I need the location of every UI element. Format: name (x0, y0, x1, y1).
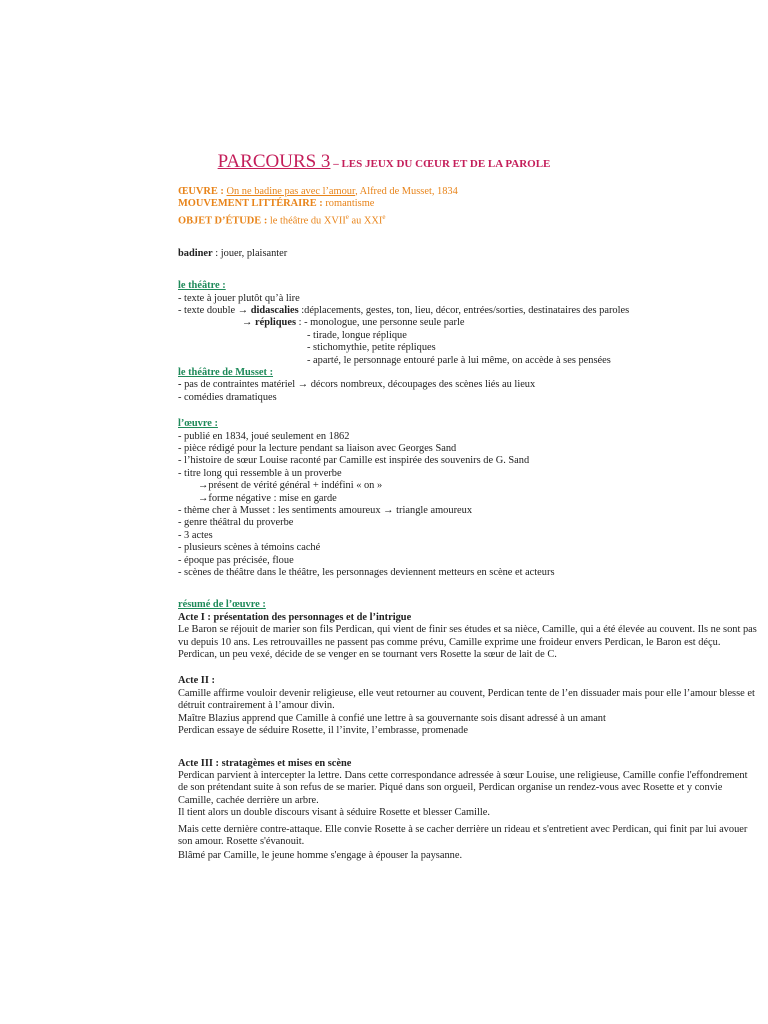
repliques-arrow: → (242, 317, 255, 329)
oeuvre-item: - époque pas précisée, floue (178, 554, 294, 566)
objet-line (178, 211, 758, 228)
title-sub: – LES JEUX DU CŒUR ET DE LA PAROLE (330, 158, 551, 170)
acte-3-para-4: Blâmé par Camille, le jeune homme s'engage à épouser la paysanne. (178, 850, 463, 862)
objet-sup1: e (345, 212, 349, 221)
title-main: PARCOURS 3 (217, 151, 331, 172)
oeuvre-item: →présent de vérité général + indéfini « on » (198, 480, 383, 492)
oeuvre-item: - publié en 1834, joué seulement en 1862 (178, 430, 350, 442)
oeuvre-label: ŒUVRE : (178, 186, 227, 197)
mouvement-value: romantisme (325, 198, 375, 210)
theatre-line-5: - stichomythie, petite répliques (307, 342, 436, 354)
oeuvre-item: - pièce rédigé pour la lecture pendant sa liaison avec Georges Sand (178, 442, 457, 454)
oeuvre-item: - genre théâtral du proverbe (178, 517, 294, 529)
objet-value: le théâtre du XVII (269, 215, 346, 227)
page-title (0, 151, 768, 173)
objet-mid: au XXI (348, 215, 383, 227)
musset-heading: le théâtre de Musset : (178, 366, 274, 378)
acte-3-title: Acte III : stratagèmes et mises en scène (178, 757, 352, 769)
acte-1-para-2: Perdican, un peu vexé, décide de se venger en se tournant vers Rosette la sœur de lait de C. (178, 649, 557, 661)
objet-label: OBJET D’ÉTUDE : (178, 215, 270, 227)
didascalies-def: :déplacements, gestes, ton, lieu, décor, entrées/sorties, destinataires des paroles (298, 304, 630, 316)
musset-line-1-dash: - (178, 379, 185, 391)
acte-3-para-1: Perdican parvient à intercepter la lettre. Dans cette correspondance adressée à sœur Louise, une religieuse, Camille confie l'effondrement de son prétendant suite à son refus de se marier. Piqué dans son orgueil, Perdican organise un rendez-vous avec Rosette et y convie Camille, cachée derrière un arbre. (178, 769, 748, 806)
badiner-def: : jouer, plaisanter (212, 247, 288, 259)
musset-line-1 (178, 379, 758, 391)
oeuvre-title: On ne badine pas avec l’amour (226, 186, 356, 197)
oeuvre-heading: l’œuvre : (178, 418, 218, 430)
musset-line-1-text: pas de contraintes matériel → décors nombreux, découpages des scènes liés au lieux (184, 379, 536, 391)
acte-2-para-1: Camille affirme vouloir devenir religieuse, elle veut retourner au couvent, Perdican tente de l’en dissuader mais pour elle l’amour blesse et détruit contrairement à l’amour divin. (178, 687, 755, 712)
theatre-line-4: - tirade, longue réplique (307, 329, 407, 341)
theatre-line-2 (178, 305, 758, 317)
acte-1-title: Acte I : présentation des personnages et de l’intrigue (178, 611, 412, 623)
mouvement-line (178, 198, 758, 210)
acte-2-title: Acte II : (178, 675, 215, 687)
theatre-heading: le théâtre : (178, 280, 226, 292)
didascalies-term: didascalies (250, 304, 299, 316)
acte-1-para-1: Le Baron se réjouit de marier son fils Perdican, qui vient de finir ses études et sa nièce, Camille, qui a été élevée au couvent. Ils ne sont pas vu depuis 10 ans. Les retrouvailles ne passent pas comme prévu, Camille exprime une froideur envers Perdican, le Baron est déçu. (178, 624, 757, 648)
oeuvre-item: - scènes de théâtre dans le théâtre, les personnages deviennent metteurs en scène et acteurs (178, 567, 555, 579)
theatre-line-2-prefix: - texte double → (178, 304, 251, 316)
badiner-line (178, 248, 758, 260)
oeuvre-item: - 3 actes (178, 529, 213, 541)
oeuvre-line (178, 186, 758, 198)
objet-sup2: e (382, 212, 386, 221)
theatre-line-6: - aparté, le personnage entouré parle à lui même, on accède à ses pensées (307, 354, 611, 366)
oeuvre-item: - titre long qui ressemble à un proverbe (178, 467, 342, 479)
oeuvre-author: , Alfred de Musset, 1834 (355, 186, 458, 197)
oeuvre-item: →forme négative : mise en garde (198, 492, 337, 504)
document-body (178, 186, 758, 863)
repliques-def: : - monologue, une personne seule parle (296, 317, 465, 329)
acte-3-para-2: Il tient alors un double discours visant à séduire Rosette et blesser Camille. (178, 807, 490, 819)
theatre-line-1: - texte à jouer plutôt qu’à lire (178, 292, 300, 304)
musset-line-2: - comédies dramatiques (178, 391, 277, 403)
oeuvre-item: - l’histoire de sœur Louise raconté par Camille est inspirée des souvenirs de G. Sand (178, 455, 530, 467)
theatre-line-3 (178, 317, 758, 329)
acte-2-para-3: Perdican essaye de séduire Rosette, il l’invite, l’embrasse, promenade (178, 725, 468, 737)
oeuvre-item: - plusieurs scènes à témoins caché (178, 542, 321, 554)
mouvement-label: MOUVEMENT LITTÉRAIRE : (178, 198, 326, 210)
repliques-term: répliques (255, 317, 296, 329)
badiner-term: badiner (178, 247, 213, 259)
acte-3-para-3: Mais cette dernière contre-attaque. Elle convie Rosette à se cacher derrière un rideau et s'entretient avec Perdican, qui finit par lui avouer son amour. Rosette s'évanouit. (178, 823, 748, 847)
oeuvre-item: - thème cher à Musset : les sentiments amoureux → triangle amoureux (178, 505, 473, 516)
resume-heading: résumé de l’œuvre : (178, 599, 266, 611)
acte-2-para-2: Maître Blazius apprend que Camille à confié une lettre à sa gouvernante sois disant adressé à un amant (178, 712, 606, 724)
